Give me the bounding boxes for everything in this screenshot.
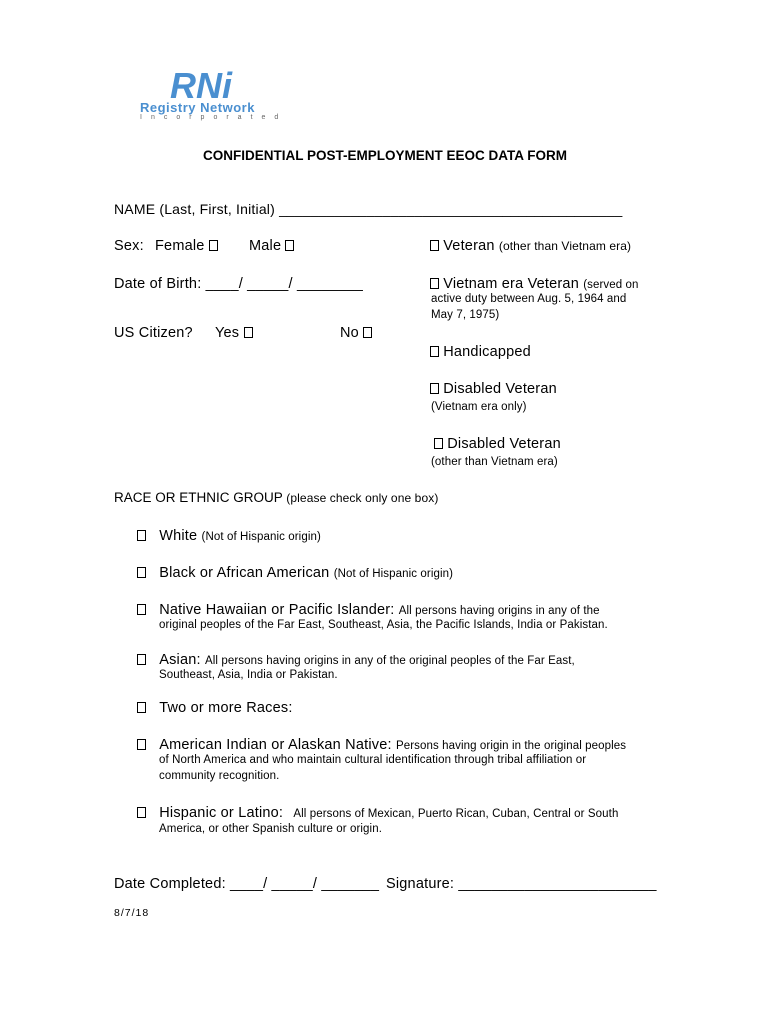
citizen-no-checkbox[interactable]	[363, 327, 372, 338]
form-title: CONFIDENTIAL POST-EMPLOYMENT EEOC DATA FORM	[203, 148, 567, 163]
race-hawaiian-desc: All persons having origins in any of the	[398, 605, 600, 617]
race-option-american-indian[interactable]	[137, 737, 626, 753]
race-white-checkbox[interactable]	[137, 530, 146, 541]
race-two-or-more-label: Two or more Races:	[159, 700, 293, 716]
disabled-veteran-other-note: (other than Vietnam era)	[431, 456, 558, 468]
handicapped-label: Handicapped	[443, 344, 531, 360]
race-hispanic-label: Hispanic or Latino:	[159, 805, 284, 821]
veteran-note: (other than Vietnam era)	[498, 239, 632, 253]
disabled-veteran-other-label: Disabled Veteran	[447, 436, 561, 452]
race-asian-desc: All persons having origins in any of the original peoples of the Far East,	[204, 655, 575, 667]
male-option[interactable]	[249, 238, 294, 254]
citizen-yes-label: Yes	[215, 325, 240, 341]
race-american-indian-desc: Persons having origin in the original peoples	[395, 740, 627, 752]
citizen-no-option[interactable]	[340, 325, 372, 341]
race-hispanic-desc-2: America, or other Spanish culture or origin.	[159, 823, 383, 835]
race-option-hispanic[interactable]	[137, 805, 618, 821]
race-black-label: Black or African American	[159, 565, 330, 581]
sex-label: Sex:	[114, 238, 144, 254]
veteran-label: Veteran	[443, 238, 495, 254]
race-hispanic-desc: All persons of Mexican, Puerto Rican, Cuban, Central or South	[293, 808, 619, 820]
disabled-veteran-vietnam-note: (Vietnam era only)	[431, 401, 527, 413]
race-hawaiian-label: Native Hawaiian or Pacific Islander:	[159, 602, 395, 618]
logo-mark-text: RNi	[170, 66, 232, 106]
race-american-indian-label: American Indian or Alaskan Native:	[159, 737, 392, 753]
race-option-hawaiian[interactable]	[137, 602, 600, 618]
male-label: Male	[249, 238, 282, 254]
citizen-label: US Citizen?	[114, 325, 193, 341]
race-option-white[interactable]	[137, 528, 321, 544]
vietnam-veteran-label: Vietnam era Veteran	[443, 276, 579, 292]
vietnam-note-3: May 7, 1975)	[431, 309, 500, 321]
disabled-veteran-vietnam-checkbox[interactable]	[430, 383, 439, 394]
date-of-birth-field[interactable]: Date of Birth: ____/ _____/ ________	[114, 276, 364, 292]
handicapped-checkbox[interactable]	[430, 346, 439, 357]
disabled-veteran-other-option[interactable]	[434, 436, 561, 452]
male-checkbox[interactable]	[285, 240, 294, 251]
race-black-checkbox[interactable]	[137, 567, 146, 578]
date-completed-field[interactable]: Date Completed: ____/ _____/ _______	[114, 876, 380, 892]
logo-name: Registry Network	[140, 100, 255, 115]
race-option-asian[interactable]	[137, 652, 575, 668]
logo-tagline: Incorporated	[140, 114, 288, 121]
veteran-checkbox[interactable]	[430, 240, 439, 251]
race-asian-desc-2: Southeast, Asia, India or Pakistan.	[159, 669, 338, 681]
race-two-or-more-checkbox[interactable]	[137, 702, 146, 713]
disabled-veteran-vietnam-option[interactable]	[430, 381, 557, 397]
race-hawaiian-desc-2: original peoples of the Far East, Southeast, Asia, the Pacific Islands, India or Pakistan.	[159, 619, 608, 631]
revision-date: 8/7/18	[114, 907, 150, 919]
race-american-indian-checkbox[interactable]	[137, 739, 146, 750]
vietnam-veteran-option[interactable]	[430, 276, 639, 292]
race-heading-note: (please check only one box)	[286, 491, 439, 505]
handicapped-option[interactable]	[430, 344, 531, 360]
race-heading	[114, 490, 438, 505]
female-option[interactable]	[155, 238, 218, 254]
race-american-indian-desc-2: of North America and who maintain cultural identification through tribal affiliation or	[159, 754, 587, 766]
race-heading-label: RACE OR ETHNIC GROUP	[114, 490, 283, 505]
disabled-veteran-vietnam-label: Disabled Veteran	[443, 381, 557, 397]
signature-field[interactable]: Signature: ________________________	[386, 876, 657, 892]
citizen-yes-checkbox[interactable]	[244, 327, 253, 338]
race-white-desc: (Not of Hispanic origin)	[201, 531, 321, 543]
veteran-option[interactable]	[430, 238, 631, 254]
race-hispanic-checkbox[interactable]	[137, 807, 146, 818]
race-american-indian-desc-3: community recognition.	[159, 770, 280, 782]
citizen-no-label: No	[340, 325, 359, 341]
vietnam-note-2: active duty between Aug. 5, 1964 and	[431, 293, 627, 305]
citizen-yes-option[interactable]	[215, 325, 253, 341]
vietnam-veteran-checkbox[interactable]	[430, 278, 439, 289]
race-black-desc: (Not of Hispanic origin)	[333, 568, 454, 580]
name-field[interactable]: NAME (Last, First, Initial) ___________________________________________	[114, 201, 623, 217]
race-hawaiian-checkbox[interactable]	[137, 604, 146, 615]
race-asian-checkbox[interactable]	[137, 654, 146, 665]
vietnam-note-1: (served on	[583, 279, 639, 291]
disabled-veteran-other-checkbox[interactable]	[434, 438, 443, 449]
female-checkbox[interactable]	[209, 240, 218, 251]
race-option-two-or-more[interactable]	[137, 700, 293, 716]
race-white-label: White	[159, 528, 198, 544]
female-label: Female	[155, 238, 205, 254]
race-asian-label: Asian:	[159, 652, 201, 668]
company-logo	[138, 66, 308, 126]
race-option-black[interactable]	[137, 565, 453, 581]
